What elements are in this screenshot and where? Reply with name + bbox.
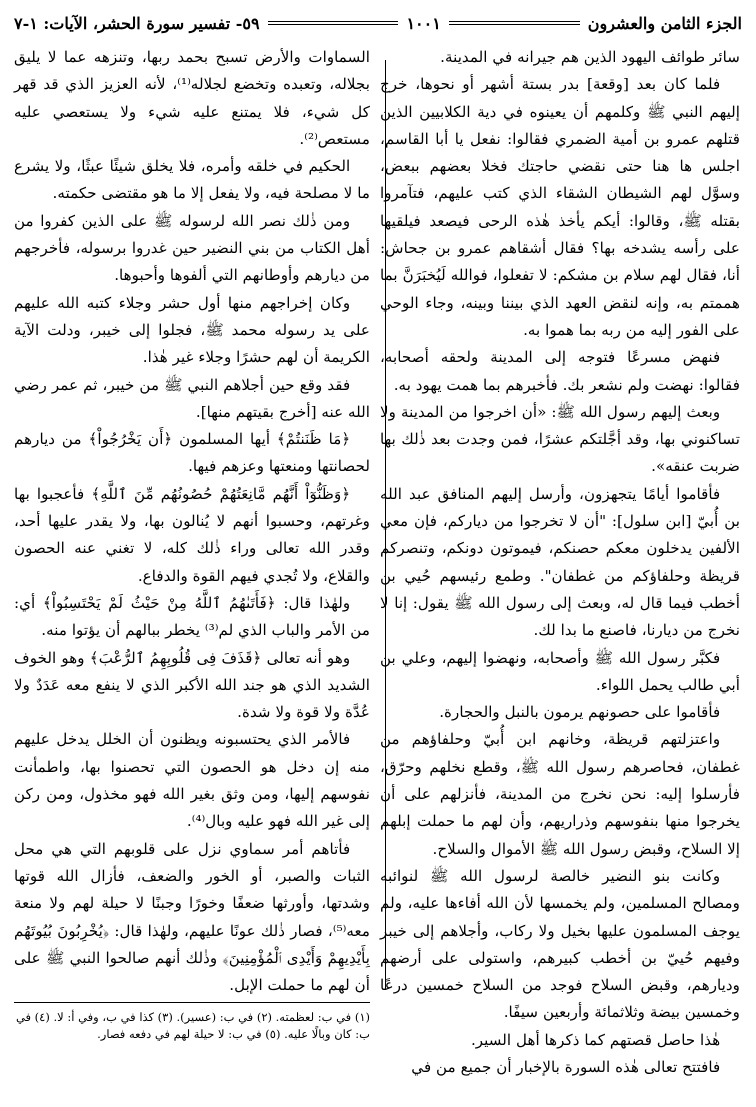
header-surah-info: ٥٩- تفسير سورة الحشر، الآيات: ١-٧ xyxy=(14,13,260,33)
paragraph: وبعث إليهم رسول الله ﷺ: «أن اخرجوا من المدينة ولا تساكنوني بها، وقد أجَّلتكم عشرًا، فمن وجدت بعد ذٰلك بها ضربت عنقه». xyxy=(380,402,740,476)
right-column xyxy=(380,44,740,1081)
paragraph: فلما كان بعد [وقعة] بدر بستة أشهر أو نحوها، خرج إليهم النبي ﷺ وكلمهم أن يعينوه في دية الكلابيين الذين قتلهم عمرو بن أمية الضمري فقالوا: نفعل يا أبا القاسم، اجلس ها هنا حتى نقضي حاجتك فخلا بعضهم ببعض، وسوَّل لهم الشيطان الشقاء الذي كتب عليهم، فتآمروا بقتله ﷺ، وقالوا: أيكم يأخذ هٰذه الرحى فيصعد فيلقيها على رأسه يشدخه بها؟ فقال أشقاهم عمرو بن جحاش: أنا، فقال لهم سلام بن مشكم: لا تفعلوا، فوالله لَيُخبَرَنَّ بما هممتم به، وإنه لنقض العهد الذي بيننا وبينه، وجاء الوحي على الفور إليه من ربه بما هموا به. xyxy=(380,75,740,339)
paragraph: سائر طوائف اليهود الذين هم جيرانه في المدينة. xyxy=(440,48,740,66)
footnote-line: (١) في ب: لعظمته. (٢) في ب: (عسير). (٣) كذا في ب، وفي أ: لا. (٤) في ب: كان وبالًا عليه. (٥) في ب: لا حيلة لهم في دفعه فصار. xyxy=(15,1010,370,1041)
paragraph: فالأمر الذي يحتسبونه ويظنون أن الخلل يدخل عليهم منه إن دخل هو الحصون التي تحصنوا بها، واطمأنت نفوسهم إليها، ومن وثق بغير الله فهو مخذول، ومن ركن إلى غير الله فهو عليه وبال⁽⁴⁾. xyxy=(14,730,370,831)
header-volume: الجزء الثامن والعشرون xyxy=(587,13,742,33)
paragraph: وهو أنه تعالى ﴿قَذَفَ فِى قُلُوبِهِمُ ٱلرُّعْبَ﴾ وهو الخوف الشديد الذي هو جند الله الأكبر الذي لا ينفع معه عَدَدٌ ولا عُدَّة ولا قوة ولا شدة. xyxy=(14,648,370,722)
paragraph: ﴿مَا ظَنَنتُمْ﴾ أيها المسلمون ﴿أَن يَخْرُجُواْ﴾ من ديارهم لحصانتها ومنعتها وعزهم فيها. xyxy=(14,430,370,476)
paragraph: فنهض مسرعًا فتوجه إلى المدينة ولحقه أصحابه، فقالوا: نهضت ولم نشعر بك. فأخبرهم بما همت يهود به. xyxy=(380,348,740,394)
paragraph: فأقاموا أيامًا يتجهزون، وأرسل إليهم المنافق عبد الله بن أُبيّ [ابن سلول]: "أن لا تخرجوا من دياركم، فإن معي الألفين يدخلون معكم حصنكم، فيموتون دونكم، وتنصركم قريظة وحلفاؤكم من غطفان". وطمع رئيسهم حُيي بن أخطب فيما قال له، وبعث إلى رسول الله ﷺ يقول: إنا لا نخرج من ديارنا، فاصنع ما بدا لك. xyxy=(380,484,740,640)
paragraph: الحكيم في خلقه وأمره، فلا يخلق شيئًا عبثًا، ولا يشرع ما لا مصلحة فيه، ولا يفعل إلا ما هو مقتضى حكمته. xyxy=(14,157,370,203)
paragraph: ولهٰذا قال: ﴿فَأَتَىٰهُمُ ٱللَّهُ مِنْ حَيْثُ لَمْ يَحْتَسِبُواْ﴾ أي: من الأمر والباب الذي لم⁽³⁾ يخطر ببالهم أن يؤتوا منه. xyxy=(14,593,370,640)
footnotes xyxy=(14,1002,370,1043)
paragraph: وكانت بنو النضير خالصة لرسول الله ﷺ لنوائبه ومصالح المسلمين، ولم يخمسها لأن الله أفاءها عليه، ولم يوجف المسلمون عليها بخيل ولا ركاب، وأجلاهم إلى خيبر وفيهم حُييّ بن أخطب كبيرهم، واستولى على أرضهم وديارهم، وقبض السلاح فوجد من السلاح خمسين درعًا وخمسين بيضة وثلاثمائة وأربعين سيفًا. xyxy=(380,866,740,1022)
paragraph: فكبَّر رسول الله ﷺ وأصحابه، ونهضوا إليهم، وعلي بن أبي طالب يحمل اللواء. xyxy=(380,648,740,694)
paragraph: فأقاموا على حصونهم يرمون بالنبل والحجارة. xyxy=(439,703,721,722)
paragraph: ﴿وَظَنُّوٓاْ أَنَّهُم مَّانِعَتُهُمْ حُصُونُهُم مِّنَ ٱللَّهِ﴾ فأعجبوا بها وغرتهم، وحسبوا أنهم لا يُنالون بها، ولا يقدر عليها أحد، وقدر الله تعالى وراء ذٰلك كله، لا تغني عنه الحصون والقلاع، ولا تُجدي فيهم القوة والدفاع. xyxy=(14,484,370,585)
running-header xyxy=(14,10,742,36)
page-number: ١٠٠١ xyxy=(406,13,441,33)
paragraph: فأتاهم أمر سماوي نزل على قلوبهم التي هي محل الثبات والصبر، أو الخور والضعف، فأزال الله قوتها وشدتها، وأورثها ضعفًا وخورًا وجبنًا لا حيلة لهم ولا منعة معه⁽⁵⁾، فصار ذٰلك عونًا عليهم، ولهٰذا قال: ﴿يُخْرِبُونَ بُيُوتَهُم بِأَيْدِيهِمْ وَأَيْدِى ٱلْمُؤْمِنِينَ﴾ وذٰلك أنهم صالحوا النبي ﷺ على أن لهم ما حملت الإبل. xyxy=(14,839,370,995)
header-rule-right xyxy=(449,21,580,25)
header-rule-left xyxy=(268,21,399,25)
paragraph: السماوات والأرض تسبح بحمد ربها، وتنزهه عما لا يليق بجلاله، وتعبده وتخضع لجلاله⁽¹⁾، لأنه العزيز الذي قد قهر كل شيء، فلا يمتنع عليه شيء ولا يستعصي عليه مستعص⁽²⁾. xyxy=(14,48,370,148)
paragraph: وكان إخراجهم منها أول حشر وجلاء كتبه الله عليهم على يد رسوله محمد ﷺ، فجلوا إلى خيبر، ودلت الآية الكريمة أن لهم حشرًا وجلاء غير هٰذا. xyxy=(14,293,370,367)
left-column xyxy=(14,44,370,999)
column-divider xyxy=(385,60,386,990)
paragraph: فافتتح تعالى هٰذه السورة بالإخبار أن جميع من في xyxy=(411,1057,721,1076)
paragraph: فقد وقع حين أجلاهم النبي ﷺ من خيبر، ثم عمر رضي الله عنه [أخرج بقيتهم منها]. xyxy=(14,375,370,421)
paragraph: واعتزلتهم قريظة، وخانهم ابن أُبيّ وحلفاؤهم من غطفان، فحاصرهم رسول الله ﷺ، وقطع نخلهم وحرّق، فأرسلوا إليه: نحن نخرج من المدينة، فأنزلهم على أن يخرجوا منها بنفوسهم وذراريهم، وأن لهم ما حملت إبلهم إلا السلاح، وقبض رسول الله ﷺ الأموال والسلاح. xyxy=(380,730,740,858)
paragraph: ومن ذٰلك نصر الله لرسوله ﷺ على الذين كفروا من أهل الكتاب من بني النضير حين غدروا برسوله، فأخرجهم من ديارهم وأوطانهم التي ألفوها وأحبوها. xyxy=(14,211,370,285)
paragraph: هٰذا حاصل قصتهم كما ذكرها أهل السير. xyxy=(470,1030,721,1049)
